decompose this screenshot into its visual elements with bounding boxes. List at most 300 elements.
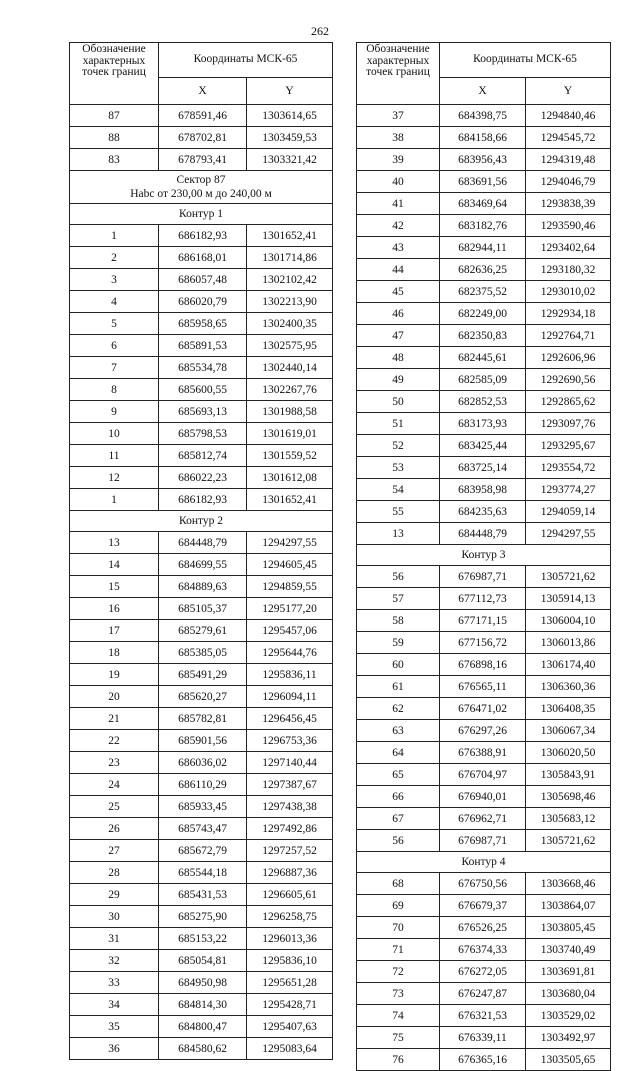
table-row bbox=[70, 269, 333, 291]
x-coordinate: 682852,53 bbox=[440, 391, 526, 413]
y-coordinate: 1295083,64 bbox=[247, 1038, 333, 1060]
section-row bbox=[70, 204, 333, 225]
x-coordinate: 686036,02 bbox=[159, 752, 247, 774]
table-row bbox=[357, 523, 611, 545]
point-number: 26 bbox=[70, 818, 159, 840]
point-number: 18 bbox=[70, 642, 159, 664]
table-row bbox=[357, 983, 611, 1005]
table-row bbox=[357, 720, 611, 742]
table-row bbox=[70, 686, 333, 708]
y-coordinate: 1303459,53 bbox=[247, 127, 333, 149]
y-coordinate: 1295428,71 bbox=[247, 994, 333, 1016]
x-coordinate: 676247,87 bbox=[440, 983, 526, 1005]
x-coordinate: 678793,41 bbox=[159, 149, 247, 171]
x-coordinate: 685153,22 bbox=[159, 928, 247, 950]
point-number: 49 bbox=[357, 369, 440, 391]
x-coordinate: 676987,71 bbox=[440, 566, 526, 588]
sector-label bbox=[70, 171, 333, 204]
y-coordinate: 1303740,49 bbox=[526, 939, 611, 961]
point-number: 59 bbox=[357, 632, 440, 654]
y-coordinate: 1294059,14 bbox=[526, 501, 611, 523]
y-coordinate: 1295836,10 bbox=[247, 950, 333, 972]
table-row bbox=[70, 1038, 333, 1060]
point-number: 8 bbox=[70, 379, 159, 401]
y-coordinate: 1294859,55 bbox=[247, 576, 333, 598]
point-number: 57 bbox=[357, 588, 440, 610]
table-row bbox=[357, 127, 611, 149]
point-number: 16 bbox=[70, 598, 159, 620]
x-coordinate: 682350,83 bbox=[440, 325, 526, 347]
point-number: 56 bbox=[357, 830, 440, 852]
point-number: 44 bbox=[357, 259, 440, 281]
x-coordinate: 676297,26 bbox=[440, 720, 526, 742]
section-row bbox=[70, 511, 333, 532]
point-number: 6 bbox=[70, 335, 159, 357]
sector-title: Сектор 87 bbox=[176, 174, 226, 186]
x-coordinate: 676962,71 bbox=[440, 808, 526, 830]
point-number: 60 bbox=[357, 654, 440, 676]
y-coordinate: 1293097,76 bbox=[526, 413, 611, 435]
point-number: 69 bbox=[357, 895, 440, 917]
y-coordinate: 1296605,61 bbox=[247, 884, 333, 906]
x-coordinate: 676704,97 bbox=[440, 764, 526, 786]
x-coordinate: 686168,01 bbox=[159, 247, 247, 269]
point-number: 50 bbox=[357, 391, 440, 413]
x-coordinate: 685385,05 bbox=[159, 642, 247, 664]
y-coordinate: 1293838,39 bbox=[526, 193, 611, 215]
y-header: Y bbox=[526, 78, 611, 105]
x-coordinate: 685279,61 bbox=[159, 620, 247, 642]
table-row bbox=[70, 840, 333, 862]
y-coordinate: 1294545,72 bbox=[526, 127, 611, 149]
point-number: 54 bbox=[357, 479, 440, 501]
point-number: 39 bbox=[357, 149, 440, 171]
x-coordinate: 682445,61 bbox=[440, 347, 526, 369]
point-number: 25 bbox=[70, 796, 159, 818]
x-coordinate: 676940,01 bbox=[440, 786, 526, 808]
y-coordinate: 1294840,46 bbox=[526, 105, 611, 127]
y-coordinate: 1295644,76 bbox=[247, 642, 333, 664]
point-number: 13 bbox=[70, 532, 159, 554]
x-coordinate: 682585,09 bbox=[440, 369, 526, 391]
x-coordinate: 685891,53 bbox=[159, 335, 247, 357]
y-coordinate: 1301652,41 bbox=[247, 225, 333, 247]
x-coordinate: 685933,45 bbox=[159, 796, 247, 818]
y-coordinate: 1301714,86 bbox=[247, 247, 333, 269]
table-row bbox=[70, 225, 333, 247]
table-row bbox=[70, 291, 333, 313]
y-coordinate: 1293774,27 bbox=[526, 479, 611, 501]
y-coordinate: 1305914,13 bbox=[526, 588, 611, 610]
table-row bbox=[357, 654, 611, 676]
x-coordinate: 676388,91 bbox=[440, 742, 526, 764]
table-row bbox=[357, 764, 611, 786]
x-coordinate: 676526,25 bbox=[440, 917, 526, 939]
point-number: 37 bbox=[357, 105, 440, 127]
table-row bbox=[70, 862, 333, 884]
x-coordinate: 686182,93 bbox=[159, 489, 247, 511]
point-number: 67 bbox=[357, 808, 440, 830]
point-number: 63 bbox=[357, 720, 440, 742]
y-coordinate: 1301619,01 bbox=[247, 423, 333, 445]
x-coordinate: 683958,98 bbox=[440, 479, 526, 501]
y-coordinate: 1302575,95 bbox=[247, 335, 333, 357]
x-coordinate: 684699,55 bbox=[159, 554, 247, 576]
y-coordinate: 1296887,36 bbox=[247, 862, 333, 884]
table-row bbox=[357, 435, 611, 457]
designation-header: Обозначение характерных точек границ bbox=[70, 43, 159, 105]
x-header: X bbox=[159, 78, 247, 105]
y-coordinate: 1303805,45 bbox=[526, 917, 611, 939]
y-coordinate: 1295407,63 bbox=[247, 1016, 333, 1038]
table-row bbox=[70, 467, 333, 489]
table-row bbox=[357, 501, 611, 523]
y-coordinate: 1295836,11 bbox=[247, 664, 333, 686]
y-coordinate: 1306020,50 bbox=[526, 742, 611, 764]
y-coordinate: 1302440,14 bbox=[247, 357, 333, 379]
designation-header: Обозначение характерных точек границ bbox=[357, 43, 440, 105]
x-header: X bbox=[440, 78, 526, 105]
table-row bbox=[70, 313, 333, 335]
point-number: 71 bbox=[357, 939, 440, 961]
table-row bbox=[70, 247, 333, 269]
point-number: 73 bbox=[357, 983, 440, 1005]
table-row bbox=[70, 401, 333, 423]
x-coordinate: 683425,44 bbox=[440, 435, 526, 457]
y-coordinate: 1293402,64 bbox=[526, 237, 611, 259]
y-coordinate: 1305721,62 bbox=[526, 566, 611, 588]
table-row bbox=[70, 642, 333, 664]
table-row bbox=[357, 303, 611, 325]
y-coordinate: 1303668,46 bbox=[526, 873, 611, 895]
table-row bbox=[357, 149, 611, 171]
point-number: 36 bbox=[70, 1038, 159, 1060]
y-coordinate: 1296456,45 bbox=[247, 708, 333, 730]
y-coordinate: 1305683,12 bbox=[526, 808, 611, 830]
table-row bbox=[70, 149, 333, 171]
y-coordinate: 1297140,44 bbox=[247, 752, 333, 774]
table-row bbox=[357, 742, 611, 764]
x-coordinate: 684158,66 bbox=[440, 127, 526, 149]
y-coordinate: 1293180,32 bbox=[526, 259, 611, 281]
x-coordinate: 684235,63 bbox=[440, 501, 526, 523]
point-number: 19 bbox=[70, 664, 159, 686]
point-number: 42 bbox=[357, 215, 440, 237]
contour-label: Контур 2 bbox=[70, 511, 333, 532]
point-number: 14 bbox=[70, 554, 159, 576]
table-row bbox=[357, 676, 611, 698]
table-row bbox=[70, 445, 333, 467]
y-coordinate: 1301988,58 bbox=[247, 401, 333, 423]
x-coordinate: 685275,90 bbox=[159, 906, 247, 928]
point-number: 32 bbox=[70, 950, 159, 972]
point-number: 31 bbox=[70, 928, 159, 950]
x-coordinate: 676339,11 bbox=[440, 1027, 526, 1049]
point-number: 61 bbox=[357, 676, 440, 698]
table-body bbox=[357, 105, 611, 1071]
point-number: 52 bbox=[357, 435, 440, 457]
page-number: 262 bbox=[311, 24, 329, 38]
table-row bbox=[70, 950, 333, 972]
point-number: 22 bbox=[70, 730, 159, 752]
table-row bbox=[357, 369, 611, 391]
y-coordinate: 1305698,46 bbox=[526, 786, 611, 808]
y-coordinate: 1306174,40 bbox=[526, 654, 611, 676]
y-coordinate: 1305843,91 bbox=[526, 764, 611, 786]
y-coordinate: 1306004,10 bbox=[526, 610, 611, 632]
point-number: 68 bbox=[357, 873, 440, 895]
x-coordinate: 682944,11 bbox=[440, 237, 526, 259]
table-row bbox=[70, 664, 333, 686]
x-coordinate: 684398,75 bbox=[440, 105, 526, 127]
table-row bbox=[357, 1005, 611, 1027]
y-coordinate: 1292934,18 bbox=[526, 303, 611, 325]
point-number: 51 bbox=[357, 413, 440, 435]
y-coordinate: 1292865,62 bbox=[526, 391, 611, 413]
point-number: 88 bbox=[70, 127, 159, 149]
point-number: 20 bbox=[70, 686, 159, 708]
point-number: 17 bbox=[70, 620, 159, 642]
table-row bbox=[357, 588, 611, 610]
x-coordinate: 686182,93 bbox=[159, 225, 247, 247]
table-row bbox=[357, 325, 611, 347]
y-coordinate: 1303691,81 bbox=[526, 961, 611, 983]
point-number: 38 bbox=[357, 127, 440, 149]
table-row bbox=[70, 994, 333, 1016]
y-coordinate: 1297257,52 bbox=[247, 840, 333, 862]
table-row bbox=[70, 620, 333, 642]
table-row bbox=[70, 576, 333, 598]
table-row bbox=[357, 193, 611, 215]
table-row bbox=[357, 786, 611, 808]
table-row bbox=[357, 808, 611, 830]
table-row bbox=[70, 1016, 333, 1038]
x-coordinate: 678591,46 bbox=[159, 105, 247, 127]
point-number: 35 bbox=[70, 1016, 159, 1038]
x-coordinate: 685798,53 bbox=[159, 423, 247, 445]
x-coordinate: 677112,73 bbox=[440, 588, 526, 610]
x-coordinate: 686057,48 bbox=[159, 269, 247, 291]
x-coordinate: 682249,00 bbox=[440, 303, 526, 325]
point-number: 2 bbox=[70, 247, 159, 269]
point-number: 33 bbox=[70, 972, 159, 994]
table-row bbox=[357, 830, 611, 852]
table-row bbox=[357, 105, 611, 127]
y-coordinate: 1297492,86 bbox=[247, 818, 333, 840]
table-row bbox=[357, 281, 611, 303]
x-coordinate: 684814,30 bbox=[159, 994, 247, 1016]
y-coordinate: 1302267,76 bbox=[247, 379, 333, 401]
table-row bbox=[70, 906, 333, 928]
y-coordinate: 1293554,72 bbox=[526, 457, 611, 479]
table-row bbox=[70, 598, 333, 620]
point-number: 7 bbox=[70, 357, 159, 379]
y-coordinate: 1297438,38 bbox=[247, 796, 333, 818]
point-number: 87 bbox=[70, 105, 159, 127]
table-row bbox=[357, 917, 611, 939]
y-coordinate: 1306067,34 bbox=[526, 720, 611, 742]
point-number: 53 bbox=[357, 457, 440, 479]
table-row bbox=[70, 554, 333, 576]
point-number: 9 bbox=[70, 401, 159, 423]
point-number: 74 bbox=[357, 1005, 440, 1027]
x-coordinate: 684580,62 bbox=[159, 1038, 247, 1060]
point-number: 58 bbox=[357, 610, 440, 632]
point-number: 40 bbox=[357, 171, 440, 193]
x-coordinate: 683691,56 bbox=[440, 171, 526, 193]
point-number: 3 bbox=[70, 269, 159, 291]
y-coordinate: 1297387,67 bbox=[247, 774, 333, 796]
table-row bbox=[70, 379, 333, 401]
x-coordinate: 683469,64 bbox=[440, 193, 526, 215]
x-coordinate: 686110,29 bbox=[159, 774, 247, 796]
table-row bbox=[357, 347, 611, 369]
contour-label: Контур 4 bbox=[357, 852, 611, 873]
point-number: 75 bbox=[357, 1027, 440, 1049]
sector-height-range: Нabс от 230,00 м до 240,00 м bbox=[130, 188, 272, 200]
point-number: 76 bbox=[357, 1049, 440, 1071]
sector-row bbox=[70, 171, 333, 204]
y-coordinate: 1293295,67 bbox=[526, 435, 611, 457]
table-row bbox=[357, 413, 611, 435]
table-row bbox=[357, 457, 611, 479]
point-number: 45 bbox=[357, 281, 440, 303]
x-coordinate: 676750,56 bbox=[440, 873, 526, 895]
table-row bbox=[70, 796, 333, 818]
coordinates-table-right bbox=[356, 42, 611, 1071]
point-number: 66 bbox=[357, 786, 440, 808]
y-coordinate: 1296753,36 bbox=[247, 730, 333, 752]
y-coordinate: 1294605,45 bbox=[247, 554, 333, 576]
x-coordinate: 678702,81 bbox=[159, 127, 247, 149]
x-coordinate: 686020,79 bbox=[159, 291, 247, 313]
table-row bbox=[70, 884, 333, 906]
point-number: 21 bbox=[70, 708, 159, 730]
table-row bbox=[70, 423, 333, 445]
y-coordinate: 1296258,75 bbox=[247, 906, 333, 928]
y-coordinate: 1302102,42 bbox=[247, 269, 333, 291]
y-coordinate: 1303492,97 bbox=[526, 1027, 611, 1049]
x-coordinate: 685431,53 bbox=[159, 884, 247, 906]
coordinates-header: Координаты МСК-65 bbox=[440, 43, 611, 78]
y-coordinate: 1303505,65 bbox=[526, 1049, 611, 1071]
table-row bbox=[70, 489, 333, 511]
point-number: 48 bbox=[357, 347, 440, 369]
x-coordinate: 676365,16 bbox=[440, 1049, 526, 1071]
point-number: 28 bbox=[70, 862, 159, 884]
y-coordinate: 1306360,36 bbox=[526, 676, 611, 698]
x-coordinate: 685600,55 bbox=[159, 379, 247, 401]
table-row bbox=[357, 1027, 611, 1049]
x-coordinate: 685672,79 bbox=[159, 840, 247, 862]
y-coordinate: 1294046,79 bbox=[526, 171, 611, 193]
x-coordinate: 685901,56 bbox=[159, 730, 247, 752]
x-coordinate: 676374,33 bbox=[440, 939, 526, 961]
point-number: 1 bbox=[70, 225, 159, 247]
y-coordinate: 1295177,20 bbox=[247, 598, 333, 620]
contour-label: Контур 3 bbox=[357, 545, 611, 566]
x-coordinate: 686022,23 bbox=[159, 467, 247, 489]
x-coordinate: 683956,43 bbox=[440, 149, 526, 171]
y-coordinate: 1294297,55 bbox=[526, 523, 611, 545]
x-coordinate: 676272,05 bbox=[440, 961, 526, 983]
x-coordinate: 676679,37 bbox=[440, 895, 526, 917]
point-number: 47 bbox=[357, 325, 440, 347]
y-coordinate: 1303864,07 bbox=[526, 895, 611, 917]
table-row bbox=[70, 730, 333, 752]
section-row bbox=[357, 852, 611, 873]
table-row bbox=[357, 873, 611, 895]
y-coordinate: 1302213,90 bbox=[247, 291, 333, 313]
y-coordinate: 1305721,62 bbox=[526, 830, 611, 852]
table-body bbox=[70, 105, 333, 1060]
table-row bbox=[357, 961, 611, 983]
point-number: 43 bbox=[357, 237, 440, 259]
y-coordinate: 1302400,35 bbox=[247, 313, 333, 335]
y-coordinate: 1292764,71 bbox=[526, 325, 611, 347]
table-row bbox=[357, 566, 611, 588]
point-number: 41 bbox=[357, 193, 440, 215]
point-number: 1 bbox=[70, 489, 159, 511]
table-row bbox=[357, 632, 611, 654]
x-coordinate: 685620,27 bbox=[159, 686, 247, 708]
point-number: 24 bbox=[70, 774, 159, 796]
point-number: 55 bbox=[357, 501, 440, 523]
point-number: 23 bbox=[70, 752, 159, 774]
y-coordinate: 1301612,08 bbox=[247, 467, 333, 489]
table-row bbox=[70, 127, 333, 149]
x-coordinate: 676898,16 bbox=[440, 654, 526, 676]
point-number: 13 bbox=[357, 523, 440, 545]
table-row bbox=[357, 171, 611, 193]
x-coordinate: 684448,79 bbox=[440, 523, 526, 545]
x-coordinate: 683182,76 bbox=[440, 215, 526, 237]
x-coordinate: 683173,93 bbox=[440, 413, 526, 435]
section-row bbox=[357, 545, 611, 566]
point-number: 5 bbox=[70, 313, 159, 335]
point-number: 15 bbox=[70, 576, 159, 598]
y-coordinate: 1306408,35 bbox=[526, 698, 611, 720]
table-row bbox=[357, 610, 611, 632]
point-number: 29 bbox=[70, 884, 159, 906]
x-coordinate: 684800,47 bbox=[159, 1016, 247, 1038]
y-coordinate: 1292690,56 bbox=[526, 369, 611, 391]
point-number: 70 bbox=[357, 917, 440, 939]
table-row bbox=[357, 259, 611, 281]
x-coordinate: 685544,18 bbox=[159, 862, 247, 884]
y-coordinate: 1294297,55 bbox=[247, 532, 333, 554]
y-coordinate: 1294319,48 bbox=[526, 149, 611, 171]
x-coordinate: 684448,79 bbox=[159, 532, 247, 554]
point-number: 11 bbox=[70, 445, 159, 467]
x-coordinate: 685534,78 bbox=[159, 357, 247, 379]
table-row bbox=[70, 752, 333, 774]
table-row bbox=[357, 1049, 611, 1071]
point-number: 34 bbox=[70, 994, 159, 1016]
x-coordinate: 685693,13 bbox=[159, 401, 247, 423]
y-coordinate: 1296013,36 bbox=[247, 928, 333, 950]
point-number: 30 bbox=[70, 906, 159, 928]
x-coordinate: 682636,25 bbox=[440, 259, 526, 281]
point-number: 83 bbox=[70, 149, 159, 171]
point-number: 72 bbox=[357, 961, 440, 983]
coordinates-table-left bbox=[69, 42, 333, 1060]
table-row bbox=[357, 215, 611, 237]
x-coordinate: 685782,81 bbox=[159, 708, 247, 730]
y-coordinate: 1303321,42 bbox=[247, 149, 333, 171]
table-row bbox=[70, 357, 333, 379]
table-row bbox=[70, 928, 333, 950]
